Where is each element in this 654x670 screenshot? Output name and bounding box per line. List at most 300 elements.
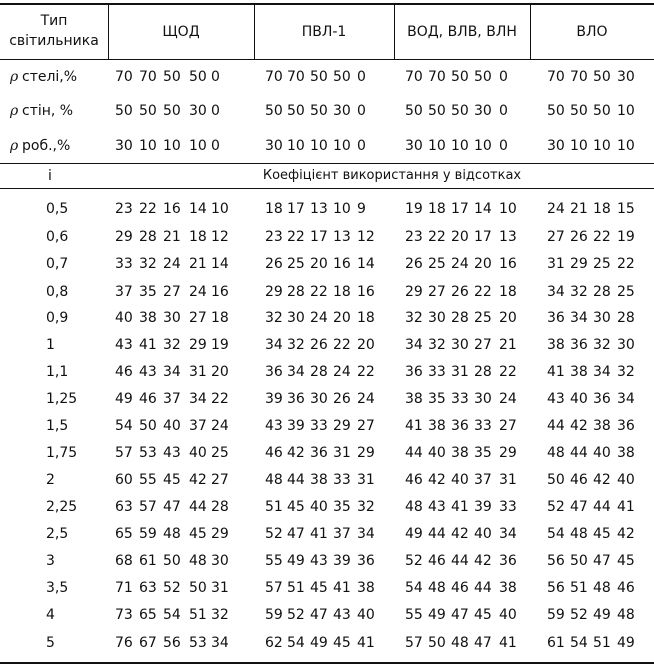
coefficient-value: 47 xyxy=(570,499,588,515)
coefficient-value: 38 xyxy=(310,472,328,488)
coefficient-value: 45 xyxy=(189,526,207,542)
coefficient-value: 23 xyxy=(405,229,423,245)
coefficient-value: 41 xyxy=(617,499,635,515)
coefficient-value: 14 xyxy=(189,201,207,217)
coefficient-value: 43 xyxy=(428,499,446,515)
coefficient-value: 37 xyxy=(333,526,351,542)
room-index: 0,8 xyxy=(46,284,69,300)
coefficient-value: 30 xyxy=(593,310,611,326)
coefficient-value: 30 xyxy=(451,337,469,353)
coefficient-value: 24 xyxy=(163,256,181,272)
coefficient-value: 36 xyxy=(310,445,328,461)
coefficient-value: 47 xyxy=(451,607,469,623)
coefficient-value: 45 xyxy=(593,526,611,542)
coefficient-value: 17 xyxy=(310,229,328,245)
coefficient-value: 27 xyxy=(211,472,229,488)
coefficient-value: 34 xyxy=(189,391,207,407)
coefficient-value: 19 xyxy=(617,229,635,245)
coefficient-value: 45 xyxy=(163,472,181,488)
coefficient-value: 26 xyxy=(265,256,283,272)
reflectance-value: 0 xyxy=(357,103,366,119)
coefficient-value: 62 xyxy=(265,635,283,651)
coefficient-value: 55 xyxy=(405,607,423,623)
coefficient-value: 32 xyxy=(211,607,229,623)
coefficient-value: 57 xyxy=(265,580,283,596)
coefficient-value: 48 xyxy=(428,580,446,596)
coefficient-value: 26 xyxy=(570,229,588,245)
coefficient-value: 48 xyxy=(570,526,588,542)
coefficient-value: 33 xyxy=(499,499,517,515)
coefficient-value: 14 xyxy=(357,256,375,272)
reflectance-value: 10 xyxy=(451,138,469,154)
coefficient-value: 54 xyxy=(115,418,133,434)
coefficient-value: 50 xyxy=(570,553,588,569)
coefficient-value: 21 xyxy=(163,229,181,245)
coefficient-value: 18 xyxy=(428,201,446,217)
coefficient-value: 61 xyxy=(139,553,157,569)
coefficient-value: 33 xyxy=(474,418,492,434)
coefficient-value: 34 xyxy=(547,284,565,300)
coefficient-value: 20 xyxy=(499,310,517,326)
coefficient-value: 54 xyxy=(287,635,305,651)
room-index: 3,5 xyxy=(46,580,69,596)
reflectance-value: 50 xyxy=(570,103,588,119)
coefficient-value: 24 xyxy=(189,284,207,300)
divider-line xyxy=(0,3,654,5)
reflectance-value: 10 xyxy=(333,138,351,154)
coefficient-value: 16 xyxy=(499,256,517,272)
reflectance-value: 50 xyxy=(163,69,181,85)
coefficient-value: 49 xyxy=(593,607,611,623)
coefficient-value: 29 xyxy=(189,337,207,353)
coefficient-value: 32 xyxy=(617,364,635,380)
coefficient-value: 16 xyxy=(163,201,181,217)
room-index: 0,5 xyxy=(46,201,69,217)
reflectance-value: 30 xyxy=(474,103,492,119)
coefficient-value: 42 xyxy=(287,445,305,461)
coefficient-value: 71 xyxy=(115,580,133,596)
coefficient-value: 44 xyxy=(428,526,446,542)
coefficient-value: 30 xyxy=(474,391,492,407)
coefficient-value: 41 xyxy=(451,499,469,515)
rho-symbol: ρ xyxy=(10,138,19,154)
coefficient-value: 10 xyxy=(211,201,229,217)
coefficient-value: 13 xyxy=(333,229,351,245)
coefficient-value: 21 xyxy=(499,337,517,353)
coefficient-value: 44 xyxy=(570,445,588,461)
coefficient-value: 14 xyxy=(474,201,492,217)
reflectance-value: 50 xyxy=(405,103,423,119)
coefficient-value: 42 xyxy=(189,472,207,488)
reflectance-value: 10 xyxy=(189,138,207,154)
reflectance-value: 0 xyxy=(499,69,508,85)
coefficient-value: 43 xyxy=(333,607,351,623)
coefficient-value: 33 xyxy=(428,364,446,380)
reflectance-label: стелі,% xyxy=(22,69,78,85)
reflectance-value: 0 xyxy=(211,103,220,119)
reflectance-value: 0 xyxy=(211,138,220,154)
coefficient-value: 47 xyxy=(287,526,305,542)
coefficient-value: 34 xyxy=(617,391,635,407)
coefficient-value: 41 xyxy=(405,418,423,434)
coefficient-value: 34 xyxy=(287,364,305,380)
coefficient-value: 12 xyxy=(211,229,229,245)
index-label: i xyxy=(48,168,52,184)
reflectance-value: 10 xyxy=(139,138,157,154)
coefficient-value: 43 xyxy=(265,418,283,434)
room-index: 1,5 xyxy=(46,418,69,434)
coefficient-value: 34 xyxy=(499,526,517,542)
coefficient-value: 15 xyxy=(617,201,635,217)
coefficient-value: 31 xyxy=(211,580,229,596)
coefficient-value: 33 xyxy=(333,472,351,488)
coefficient-value: 34 xyxy=(163,364,181,380)
coefficient-value: 32 xyxy=(357,499,375,515)
coefficient-value: 26 xyxy=(451,284,469,300)
luminaire-type-header: ВЛО xyxy=(576,24,608,40)
coefficient-value: 41 xyxy=(139,337,157,353)
coefficient-value: 18 xyxy=(333,284,351,300)
reflectance-value: 30 xyxy=(617,69,635,85)
coefficient-value: 32 xyxy=(265,310,283,326)
coefficient-value: 34 xyxy=(570,310,588,326)
coefficient-value: 17 xyxy=(451,201,469,217)
reflectance-value: 70 xyxy=(570,69,588,85)
coefficient-value: 20 xyxy=(310,256,328,272)
reflectance-value: 50 xyxy=(310,103,328,119)
reflectance-value: 30 xyxy=(115,138,133,154)
coefficient-value: 36 xyxy=(499,553,517,569)
coefficient-value: 29 xyxy=(265,284,283,300)
coefficient-value: 59 xyxy=(139,526,157,542)
coefficient-value: 22 xyxy=(617,256,635,272)
coefficient-value: 23 xyxy=(115,201,133,217)
coefficient-value: 36 xyxy=(405,364,423,380)
reflectance-value: 10 xyxy=(287,138,305,154)
coefficient-value: 49 xyxy=(405,526,423,542)
reflectance-value: 50 xyxy=(593,103,611,119)
coefficient-value: 57 xyxy=(115,445,133,461)
coefficient-value: 59 xyxy=(265,607,283,623)
coefficient-value: 51 xyxy=(593,635,611,651)
coefficient-value: 46 xyxy=(115,364,133,380)
reflectance-value: 50 xyxy=(451,69,469,85)
coefficient-value: 30 xyxy=(211,553,229,569)
coefficient-value: 18 xyxy=(189,229,207,245)
coefficient-value: 38 xyxy=(405,391,423,407)
reflectance-value: 30 xyxy=(333,103,351,119)
coefficient-value: 36 xyxy=(287,391,305,407)
coefficient-value: 76 xyxy=(115,635,133,651)
coefficient-value: 26 xyxy=(333,391,351,407)
coefficient-value: 48 xyxy=(617,607,635,623)
rho-symbol: ρ xyxy=(10,69,19,85)
coefficient-value: 46 xyxy=(405,472,423,488)
coefficient-value: 39 xyxy=(333,553,351,569)
coefficient-value: 13 xyxy=(310,201,328,217)
reflectance-value: 10 xyxy=(474,138,492,154)
coefficient-value: 50 xyxy=(139,418,157,434)
coefficient-value: 16 xyxy=(333,256,351,272)
coefficient-value: 49 xyxy=(617,635,635,651)
coefficient-value: 22 xyxy=(333,337,351,353)
coefficient-value: 16 xyxy=(357,284,375,300)
coefficient-value: 73 xyxy=(115,607,133,623)
coefficient-value: 36 xyxy=(265,364,283,380)
room-index: 1 xyxy=(46,337,55,353)
reflectance-label: роб.,% xyxy=(22,138,71,154)
room-index: 0,7 xyxy=(46,256,69,272)
coefficient-value: 52 xyxy=(570,607,588,623)
coefficient-value: 49 xyxy=(115,391,133,407)
reflectance-value: 70 xyxy=(428,69,446,85)
coefficient-value: 52 xyxy=(287,607,305,623)
coefficient-value: 35 xyxy=(474,445,492,461)
coefficient-value: 41 xyxy=(499,635,517,651)
coefficient-value: 40 xyxy=(499,607,517,623)
coefficient-value: 20 xyxy=(333,310,351,326)
coefficient-value: 55 xyxy=(139,472,157,488)
coefficient-value: 12 xyxy=(357,229,375,245)
reflectance-value: 70 xyxy=(265,69,283,85)
room-index: 0,9 xyxy=(46,310,69,326)
coefficient-value: 48 xyxy=(189,553,207,569)
divider-line xyxy=(0,163,654,164)
coefficient-value: 24 xyxy=(499,391,517,407)
luminaire-type-header: ВОД, ВЛВ, ВЛН xyxy=(407,24,517,40)
coefficient-value: 38 xyxy=(617,445,635,461)
coefficient-value: 19 xyxy=(211,337,229,353)
reflectance-value: 0 xyxy=(357,69,366,85)
coefficient-value: 27 xyxy=(499,418,517,434)
reflectance-value: 50 xyxy=(547,103,565,119)
coefficient-value: 31 xyxy=(499,472,517,488)
coefficient-value: 42 xyxy=(593,472,611,488)
coefficient-value: 60 xyxy=(115,472,133,488)
coefficient-value: 56 xyxy=(163,635,181,651)
coefficient-value: 20 xyxy=(451,229,469,245)
coefficient-value: 40 xyxy=(593,445,611,461)
coefficient-value: 10 xyxy=(333,201,351,217)
coefficient-value: 52 xyxy=(547,499,565,515)
coefficient-value: 45 xyxy=(333,635,351,651)
coefficient-value: 48 xyxy=(547,445,565,461)
coefficient-value: 44 xyxy=(189,499,207,515)
room-index: 0,6 xyxy=(46,229,69,245)
coefficient-value: 29 xyxy=(333,418,351,434)
coefficient-value: 24 xyxy=(547,201,565,217)
coefficient-value: 29 xyxy=(499,445,517,461)
coefficient-value: 45 xyxy=(474,607,492,623)
reflectance-value: 70 xyxy=(405,69,423,85)
coefficient-value: 16 xyxy=(211,284,229,300)
room-index: 5 xyxy=(46,635,55,651)
coefficient-value: 40 xyxy=(115,310,133,326)
reflectance-value: 70 xyxy=(139,69,157,85)
coefficient-value: 20 xyxy=(357,337,375,353)
coefficient-value: 31 xyxy=(547,256,565,272)
coefficient-value: 30 xyxy=(163,310,181,326)
coefficient-value: 40 xyxy=(570,391,588,407)
coefficient-value: 50 xyxy=(189,580,207,596)
reflectance-value: 0 xyxy=(357,138,366,154)
coefficient-value: 40 xyxy=(451,472,469,488)
coefficient-value: 38 xyxy=(547,337,565,353)
coefficient-value: 28 xyxy=(474,364,492,380)
coefficient-value: 29 xyxy=(357,445,375,461)
coefficient-value: 36 xyxy=(547,310,565,326)
coefficient-value: 38 xyxy=(451,445,469,461)
coefficient-value: 22 xyxy=(357,364,375,380)
coefficient-value: 28 xyxy=(617,310,635,326)
coefficient-value: 53 xyxy=(189,635,207,651)
coefficient-value: 57 xyxy=(139,499,157,515)
coefficient-value: 27 xyxy=(189,310,207,326)
coefficient-value: 24 xyxy=(211,418,229,434)
coefficient-value: 54 xyxy=(547,526,565,542)
coefficient-value: 40 xyxy=(428,445,446,461)
coefficient-value: 24 xyxy=(310,310,328,326)
coefficient-value: 46 xyxy=(617,580,635,596)
coefficient-value: 19 xyxy=(405,201,423,217)
coefficient-value: 32 xyxy=(139,256,157,272)
coefficient-value: 44 xyxy=(474,580,492,596)
reflectance-value: 30 xyxy=(405,138,423,154)
coefficient-value: 51 xyxy=(265,499,283,515)
reflectance-value: 50 xyxy=(428,103,446,119)
coefficient-value: 36 xyxy=(357,553,375,569)
room-index: 3 xyxy=(46,553,55,569)
coefficient-value: 43 xyxy=(547,391,565,407)
coefficient-value: 50 xyxy=(428,635,446,651)
coefficient-value: 25 xyxy=(617,284,635,300)
coefficient-value: 42 xyxy=(428,472,446,488)
reflectance-value: 10 xyxy=(593,138,611,154)
coefficient-value: 9 xyxy=(357,201,366,217)
coefficient-value: 26 xyxy=(310,337,328,353)
coefficient-value: 46 xyxy=(451,580,469,596)
coefficient-value: 31 xyxy=(333,445,351,461)
coefficient-value: 38 xyxy=(499,580,517,596)
coefficient-value: 14 xyxy=(211,256,229,272)
coefficient-value: 37 xyxy=(115,284,133,300)
coefficient-value: 21 xyxy=(570,201,588,217)
coefficient-value: 33 xyxy=(451,391,469,407)
coefficient-value: 48 xyxy=(593,580,611,596)
reflectance-value: 50 xyxy=(265,103,283,119)
reflectance-value: 70 xyxy=(115,69,133,85)
coefficient-value: 34 xyxy=(405,337,423,353)
coefficient-value: 44 xyxy=(287,472,305,488)
coefficient-value: 31 xyxy=(451,364,469,380)
reflectance-value: 50 xyxy=(139,103,157,119)
coefficient-value: 46 xyxy=(139,391,157,407)
divider-line xyxy=(0,59,654,60)
coefficient-value: 42 xyxy=(570,418,588,434)
reflectance-value: 50 xyxy=(451,103,469,119)
reflectance-value: 0 xyxy=(499,103,508,119)
coefficient-value: 45 xyxy=(617,553,635,569)
coefficient-value: 56 xyxy=(547,553,565,569)
coefficient-value: 49 xyxy=(287,553,305,569)
coefficient-value: 39 xyxy=(287,418,305,434)
coefficient-value: 39 xyxy=(265,391,283,407)
coefficient-value: 55 xyxy=(265,553,283,569)
coefficient-value: 36 xyxy=(593,391,611,407)
reflectance-value: 10 xyxy=(570,138,588,154)
coefficient-value: 43 xyxy=(310,553,328,569)
coefficient-value: 47 xyxy=(593,553,611,569)
reflectance-value: 50 xyxy=(115,103,133,119)
coefficient-value: 23 xyxy=(265,229,283,245)
type-label-line1: Тип xyxy=(40,13,68,29)
coefficient-value: 28 xyxy=(451,310,469,326)
coefficient-value: 40 xyxy=(617,472,635,488)
coefficient-value: 47 xyxy=(163,499,181,515)
coefficient-value: 40 xyxy=(189,445,207,461)
coefficient-value: 46 xyxy=(265,445,283,461)
coefficient-value: 44 xyxy=(451,553,469,569)
coefficient-value: 47 xyxy=(474,635,492,651)
coefficient-value: 48 xyxy=(265,472,283,488)
coefficient-value: 25 xyxy=(211,445,229,461)
coefficient-value: 39 xyxy=(474,499,492,515)
coefficient-value: 48 xyxy=(451,635,469,651)
coefficient-value: 38 xyxy=(593,418,611,434)
coefficient-value: 29 xyxy=(405,284,423,300)
coefficient-value: 13 xyxy=(499,229,517,245)
reflectance-value: 50 xyxy=(163,103,181,119)
coefficient-title: Коефіцієнт використання у відсотках xyxy=(262,168,522,183)
coefficient-value: 25 xyxy=(593,256,611,272)
coefficient-value: 32 xyxy=(405,310,423,326)
coefficient-value: 27 xyxy=(547,229,565,245)
coefficient-value: 31 xyxy=(189,364,207,380)
coefficient-value: 51 xyxy=(189,607,207,623)
coefficient-value: 24 xyxy=(357,391,375,407)
coefficient-value: 40 xyxy=(163,418,181,434)
coefficient-value: 17 xyxy=(287,201,305,217)
reflectance-value: 30 xyxy=(189,103,207,119)
coefficient-value: 49 xyxy=(310,635,328,651)
coefficient-value: 43 xyxy=(139,364,157,380)
coefficient-value: 47 xyxy=(310,607,328,623)
coefficient-value: 65 xyxy=(115,526,133,542)
coefficient-value: 22 xyxy=(139,201,157,217)
coefficient-value: 30 xyxy=(287,310,305,326)
coefficient-value: 32 xyxy=(593,337,611,353)
coefficient-value: 20 xyxy=(474,256,492,272)
reflectance-value: 70 xyxy=(287,69,305,85)
coefficient-value: 22 xyxy=(211,391,229,407)
coefficient-value: 10 xyxy=(499,201,517,217)
coefficient-value: 51 xyxy=(570,580,588,596)
reflectance-value: 50 xyxy=(189,69,207,85)
coefficient-value: 61 xyxy=(547,635,565,651)
coefficient-value: 33 xyxy=(310,418,328,434)
coefficient-value: 45 xyxy=(310,580,328,596)
coefficient-value: 49 xyxy=(428,607,446,623)
coefficient-value: 42 xyxy=(617,526,635,542)
coefficient-value: 52 xyxy=(405,553,423,569)
room-index: 1,25 xyxy=(46,391,78,407)
coefficient-value: 44 xyxy=(593,499,611,515)
reflectance-value: 0 xyxy=(211,69,220,85)
reflectance-value: 0 xyxy=(499,138,508,154)
coefficient-value: 18 xyxy=(593,201,611,217)
reflectance-value: 50 xyxy=(333,69,351,85)
coefficient-value: 40 xyxy=(474,526,492,542)
